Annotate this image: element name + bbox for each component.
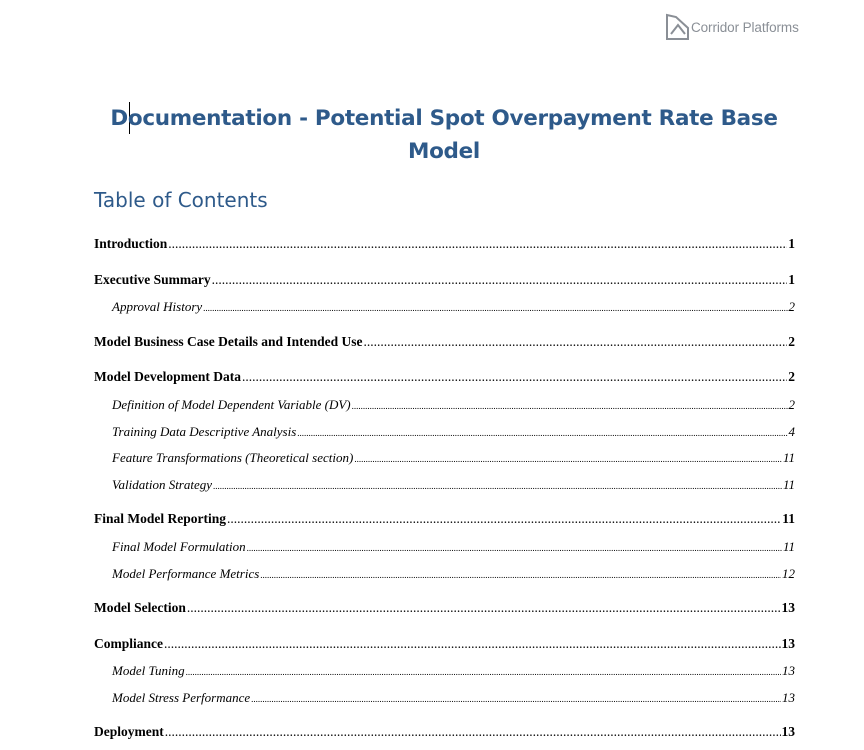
toc-entry-label: Validation Strategy xyxy=(112,477,213,492)
toc-leader xyxy=(260,570,781,580)
toc-entry-approval-history[interactable] xyxy=(112,299,795,315)
toc-entry-page: 13 xyxy=(782,663,795,678)
toc-entry-label: Final Model Reporting xyxy=(94,511,226,526)
toc-entry-label: Executive Summary xyxy=(94,272,211,287)
toc-entry-page: 2 xyxy=(788,369,795,384)
toc-entry-label: Definition of Model Dependent Variable (DV) xyxy=(112,397,351,412)
toc-entry-development-data[interactable] xyxy=(94,369,795,385)
toc-entry-page: 11 xyxy=(782,539,795,554)
toc-leader xyxy=(164,636,781,652)
toc-leader xyxy=(242,369,787,385)
toc-entry-stress-performance[interactable] xyxy=(112,690,795,706)
toc-entry-page: 13 xyxy=(782,690,795,705)
toc-entry-page: 2 xyxy=(788,334,795,349)
toc-entry-model-selection[interactable] xyxy=(94,600,795,616)
toc-entry-page: 13 xyxy=(781,724,795,739)
toc-entry-business-case[interactable] xyxy=(94,334,795,350)
toc-entry-page: 2 xyxy=(788,299,795,314)
document-title-line-2: Model xyxy=(407,139,480,164)
toc-entry-label: Introduction xyxy=(94,236,168,251)
toc-entry-label: Model Tuning xyxy=(112,663,185,678)
toc-leader xyxy=(354,454,782,464)
toc-leader xyxy=(364,334,788,350)
toc-entry-label: Model Performance Metrics xyxy=(112,566,260,581)
toc-entry-label: Model Development Data xyxy=(94,369,241,384)
toc-entry-compliance[interactable] xyxy=(94,636,795,652)
toc-leader xyxy=(187,600,781,616)
toc-entry-label: Model Stress Performance xyxy=(112,690,251,705)
toc-entry-label: Feature Transformations (Theoretical section) xyxy=(112,450,354,465)
toc-leader xyxy=(165,724,781,740)
toc-entry-page: 11 xyxy=(782,477,795,492)
toc-entry-deployment[interactable] xyxy=(94,724,795,740)
toc-leader xyxy=(168,236,787,252)
toc-leader xyxy=(186,667,781,677)
toc-entry-introduction[interactable] xyxy=(94,236,795,252)
toc-entry-label: Approval History xyxy=(112,299,203,314)
toc-entry-page: 11 xyxy=(782,450,795,465)
toc-leader xyxy=(227,511,781,527)
toc-entry-page: 13 xyxy=(781,600,795,615)
toc-entry-validation-strategy[interactable] xyxy=(112,477,795,493)
toc-entry-final-model-formulation[interactable] xyxy=(112,539,795,555)
toc-entry-performance-metrics[interactable] xyxy=(112,566,795,582)
toc-leader xyxy=(213,481,782,491)
toc-entry-page: 13 xyxy=(781,636,795,651)
toc-entry-label: Model Business Case Details and Intended Use xyxy=(94,334,363,349)
toc-leader xyxy=(297,428,787,438)
toc-leader xyxy=(247,543,782,553)
toc-entry-dv-definition[interactable] xyxy=(112,397,795,413)
toc-entry-page: 1 xyxy=(788,236,795,251)
toc-entry-training-data[interactable] xyxy=(112,424,795,440)
toc-entry-label: Model Selection xyxy=(94,600,186,615)
toc-heading: Table of Contents xyxy=(94,188,268,212)
logo-text: Corridor Platforms xyxy=(691,19,799,35)
toc-entry-page: 2 xyxy=(788,397,795,412)
toc-entry-label: Compliance xyxy=(94,636,163,651)
toc-entry-page: 4 xyxy=(788,424,795,439)
toc-entry-executive-summary[interactable] xyxy=(94,272,795,288)
toc-leader xyxy=(212,272,788,288)
corridor-logo-icon xyxy=(664,13,690,41)
toc-entry-final-model-reporting[interactable] xyxy=(94,511,795,527)
corridor-logo xyxy=(664,12,799,42)
toc-entry-label: Deployment xyxy=(94,724,164,739)
toc-entry-page: 11 xyxy=(782,511,795,526)
toc-entry-label: Training Data Descriptive Analysis xyxy=(112,424,297,439)
toc-entry-model-tuning[interactable] xyxy=(112,663,795,679)
toc-leader xyxy=(352,401,788,411)
toc-entry-page: 12 xyxy=(782,566,795,581)
document-title-line-1: Documentation - Potential Spot Overpayment Rate Base xyxy=(110,106,778,131)
toc-entry-page: 1 xyxy=(788,272,795,287)
toc-entry-label: Final Model Formulation xyxy=(112,539,246,554)
toc-entry-feature-transformations[interactable] xyxy=(112,450,795,466)
document-title xyxy=(94,102,794,168)
toc-leader xyxy=(251,694,781,704)
toc-leader xyxy=(203,303,787,313)
